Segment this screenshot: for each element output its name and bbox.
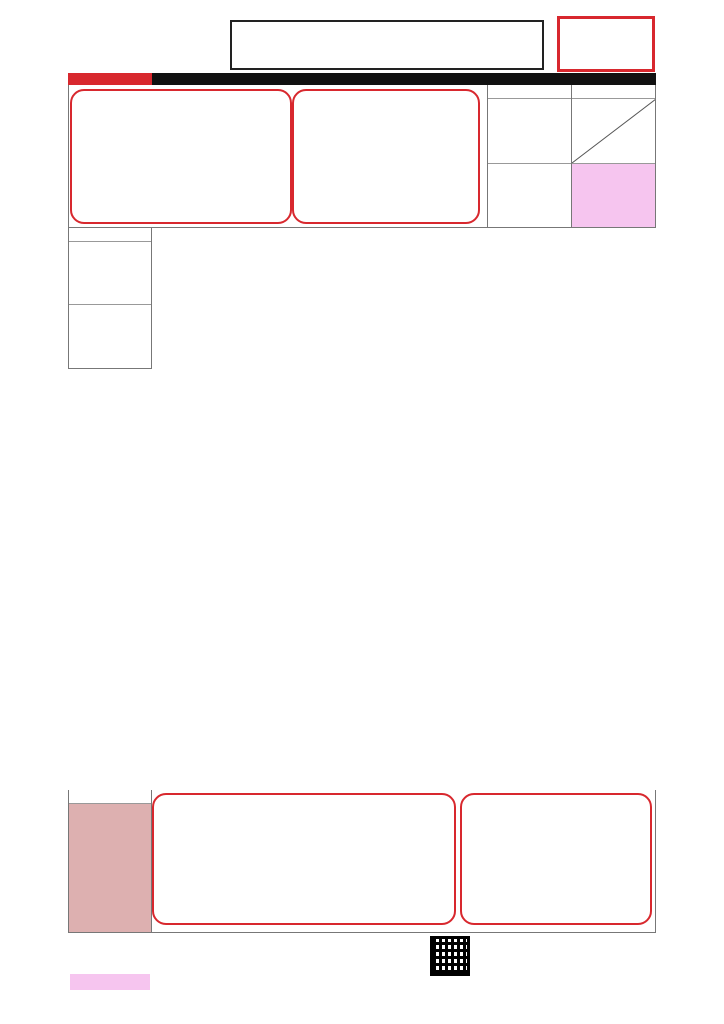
calendar (68, 73, 656, 933)
page-title (230, 20, 544, 70)
weekday-wed (320, 73, 404, 85)
day-number (572, 85, 655, 99)
salon-notice (557, 16, 655, 72)
weekday-thu (404, 73, 488, 85)
taiken-salon-box[interactable] (460, 793, 652, 925)
massage-notice-box[interactable] (152, 793, 456, 925)
day-cell-31[interactable] (68, 790, 152, 933)
pink-block (572, 163, 655, 227)
legend-swatch (70, 974, 150, 990)
weekday-fri (488, 73, 572, 85)
weekday-tue (236, 73, 320, 85)
closed-slash (572, 99, 656, 163)
day-number (69, 228, 151, 242)
day-cell-1[interactable] (488, 85, 572, 228)
slot-divider (69, 304, 151, 305)
day-number (69, 790, 151, 804)
weekday-mon (152, 73, 236, 85)
slot-pm (488, 163, 571, 164)
group-label (572, 164, 655, 227)
day-cell-2[interactable] (572, 85, 656, 228)
day-number (488, 85, 571, 99)
weekday-sun (68, 73, 152, 85)
event-egao-box[interactable] (70, 89, 292, 224)
event-kouwa-box[interactable] (292, 89, 480, 224)
weekday-sat (572, 73, 656, 85)
qr-code-icon[interactable] (430, 936, 470, 976)
day-cell-2[interactable] (68, 228, 152, 369)
closed-label (69, 790, 151, 932)
